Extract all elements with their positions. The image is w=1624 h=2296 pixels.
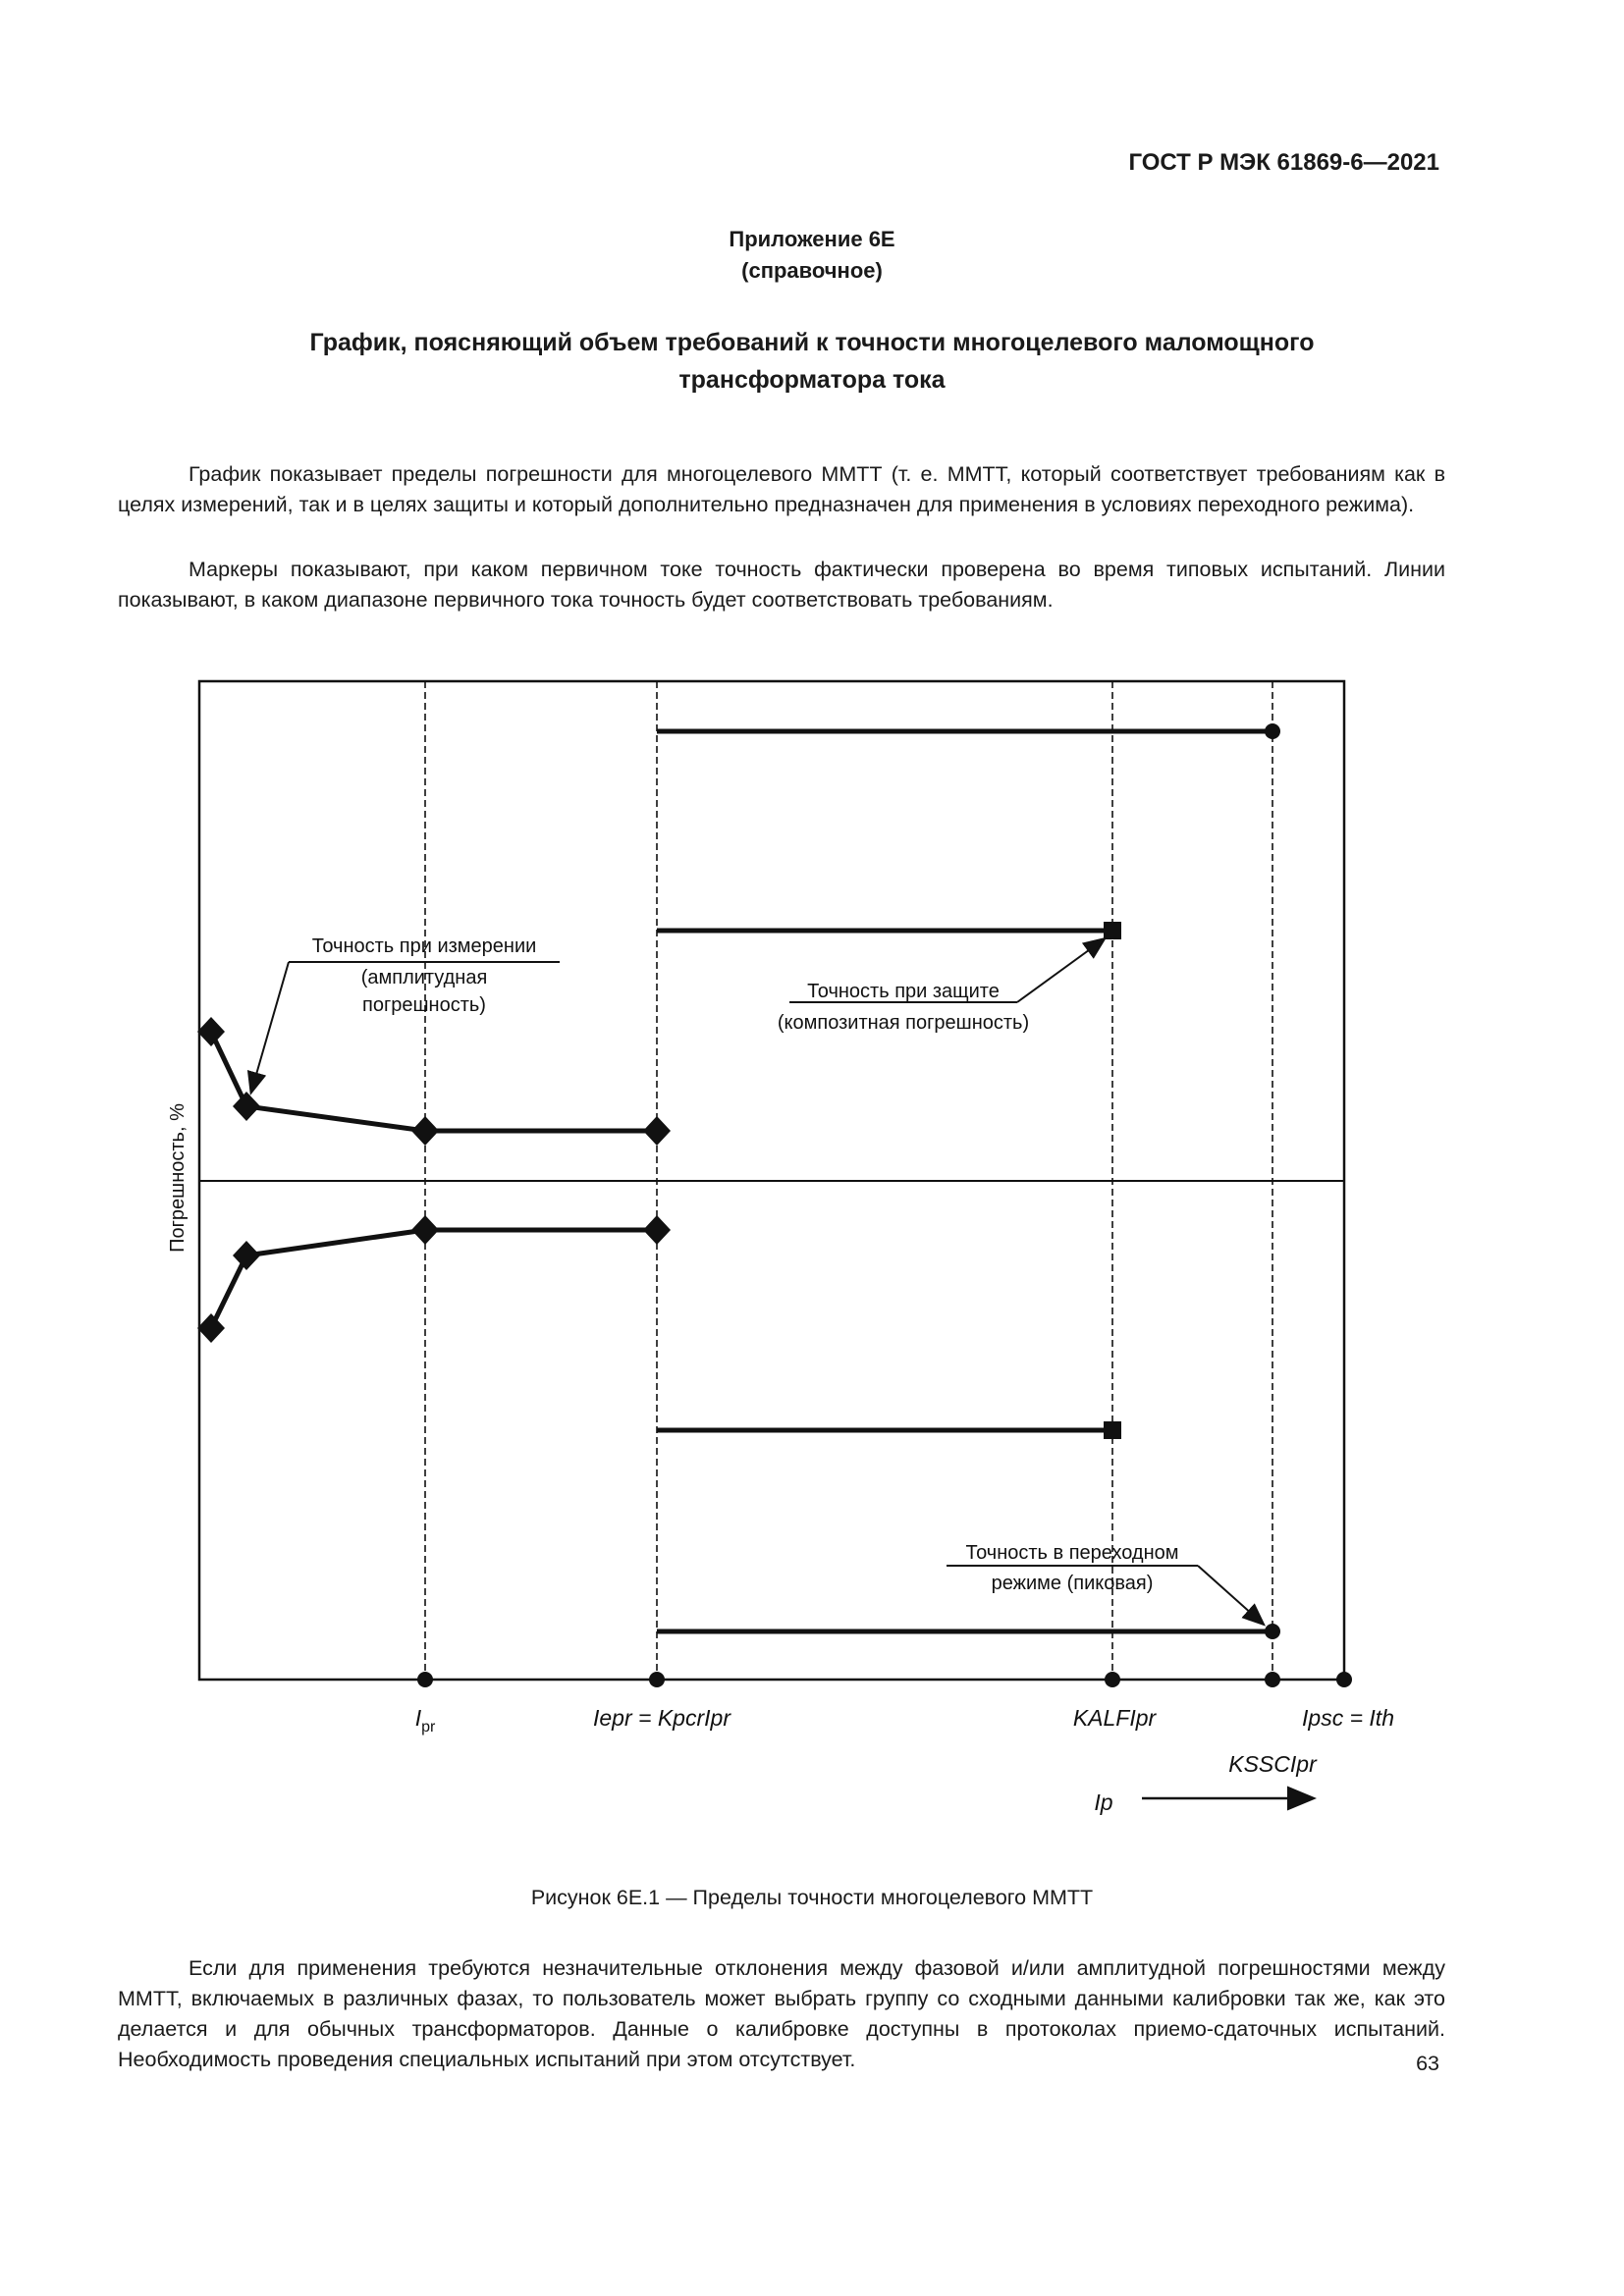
x-axis-label: Ip [1094,1789,1113,1815]
section-title-line2: трансформатора тока [678,366,946,394]
paragraph-3: Если для применения требуются незначительные отклонения между фазовой и/или амплитудной погрешностями между ММТТ, включаемых в различных фазах, то пользователь может выбрать группу со сходными данными калибровки так же, как это делается и для обычных трансформаторов. Данные о калибровке доступны в протоколах приемо-сдаточных испытаний. Необходимость проведения специальных испытаний при этом отсутствует. [118,1956,1445,2071]
measurement-label-3: погрешность) [362,994,486,1016]
tick-label-iepr: Iepr = KpcrIpr [593,1705,731,1731]
transient-label-2: режиме (пиковая) [991,1573,1154,1594]
measurement-upper-line [211,1032,657,1131]
marker-diamond [643,1116,671,1146]
appendix-title: Приложение 6Е [729,227,895,251]
paragraph-2: Маркеры показывают, при каком первичном токе точность фактически проверена во время типовых испытаний. Линии показывают, в каком диапазоне первичного тока точность будет соответствовать требованиям. [118,558,1445,612]
marker-square [1104,1421,1121,1439]
tick-dot-ipr [417,1672,433,1687]
marker-circle [1265,723,1280,739]
protection-label-2: (композитная погрешность) [777,1012,1030,1034]
tick-dot-kssc [1265,1672,1280,1687]
marker-diamond [197,1017,225,1046]
page-number: 63 [1416,2052,1439,2075]
marker-diamond [233,1092,260,1121]
section-title-line1: График, поясняющий объем требований к точности многоцелевого маломощного [309,329,1315,356]
protection-label-1: Точность при защите [807,981,1000,1002]
measurement-arrow [251,962,289,1092]
marker-diamond [233,1241,260,1270]
marker-diamond [411,1215,439,1245]
annotation-leaders [251,939,1263,1624]
measurement-lower-line [211,1230,657,1328]
marker-diamond [643,1215,671,1245]
tick-label-kalf: KALFIpr [1072,1705,1157,1731]
measurement-label-1: Точность при измерении [311,935,537,957]
y-axis-label: Погрешность, % [167,1103,189,1253]
marker-circle [1265,1624,1280,1639]
figure-caption: Рисунок 6Е.1 — Пределы точности многоцелевого ММТТ [530,1886,1094,1909]
marker-diamond [411,1116,439,1146]
document-header: ГОСТ Р МЭК 61869-6—2021 [1128,149,1439,176]
tick-dot-kalf [1105,1672,1120,1687]
appendix-note: (справочное) [741,258,883,283]
tick-dot-iepr [649,1672,665,1687]
marker-diamond [197,1313,225,1343]
tick-label-ipr [415,1705,436,1735]
transient-arrow [1198,1566,1263,1624]
transient-label-1: Точность в переходном [965,1542,1179,1564]
tick-label-ipsc: Ipsc = Ith [1302,1705,1394,1731]
paragraph-1: График показывает пределы погрешности для многоцелевого ММТТ (т. е. ММТТ, который соответствует требованиям как в целях измерений, так и в целях защиты и который дополнительно предназначен для применения в условиях переходного режима). [118,462,1445,516]
tick-label-kssc: KSSCIpr [1228,1751,1317,1777]
tick-dot-ipsc [1336,1672,1352,1687]
tick-ipr-main: I [414,1705,422,1731]
marker-square [1104,922,1121,939]
tick-ipr-sub: pr [421,1719,436,1735]
protection-arrow [1017,939,1104,1002]
measurement-label-2: (амплитудная [360,967,488,988]
